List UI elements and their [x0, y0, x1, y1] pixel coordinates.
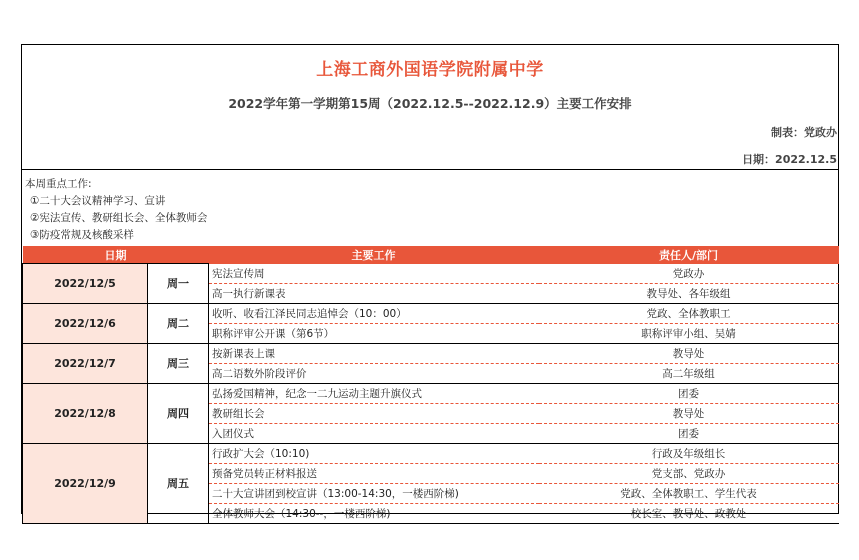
owner-cell: 教导处、各年级组	[539, 283, 839, 303]
task-cell: 入团仪式	[209, 423, 539, 443]
header-work: 主要工作	[209, 246, 539, 264]
task-cell: 宪法宣传周	[209, 264, 539, 284]
table-row	[23, 343, 839, 363]
school-title: 上海工商外国语学院附属中学	[316, 60, 544, 80]
header-owner: 责任人/部门	[539, 246, 839, 264]
header-divider	[22, 169, 838, 170]
owner-cell: 党政办	[539, 264, 839, 284]
weekly-focus	[25, 176, 207, 244]
owner-cell: 党政、全体教职工、学生代表	[539, 483, 839, 503]
owner-cell: 团委	[539, 383, 839, 403]
day-date: 2022/12/7	[23, 343, 148, 383]
table-header-row	[23, 246, 839, 264]
task-cell: 高二语数外阶段评价	[209, 363, 539, 383]
owner-cell: 职称评审小组、吴婧	[539, 323, 839, 343]
header-date: 日期	[23, 246, 209, 264]
focus-item: ③防疫常规及核酸采样	[30, 229, 134, 241]
day-weekday: 周一	[148, 264, 209, 304]
task-cell: 全体教师大会（14:30--，一楼西阶梯)	[209, 503, 539, 523]
owner-cell: 行政及年级组长	[539, 443, 839, 463]
table-row	[23, 303, 839, 323]
date-label: 日期：2022.12.5	[742, 153, 837, 166]
day-weekday: 周四	[148, 383, 209, 443]
day-weekday: 周三	[148, 343, 209, 383]
focus-item: ②宪法宣传、教研组长会、全体教师会	[30, 212, 208, 224]
schedule-table	[22, 246, 839, 524]
day-date: 2022/12/8	[23, 383, 148, 443]
maker-label: 制表：党政办	[771, 126, 837, 139]
day-weekday: 周五	[148, 443, 209, 523]
task-cell: 职称评审公开课（第6节）	[209, 323, 539, 343]
task-cell: 按新课表上课	[209, 343, 539, 363]
owner-cell: 教导处	[539, 343, 839, 363]
day-weekday: 周二	[148, 303, 209, 343]
day-date: 2022/12/9	[23, 443, 148, 523]
schedule-sheet	[21, 44, 839, 520]
owner-cell: 高二年级组	[539, 363, 839, 383]
task-cell: 预备党员转正材料报送	[209, 463, 539, 483]
day-date: 2022/12/6	[23, 303, 148, 343]
owner-cell: 团委	[539, 423, 839, 443]
owner-cell: 党支部、党政办	[539, 463, 839, 483]
owner-cell: 校长室、教导处、政教处	[539, 503, 839, 523]
owner-cell: 党政、全体教职工	[539, 303, 839, 323]
schedule-subtitle: 2022学年第一学期第15周（2022.12.5--2022.12.9）主要工作安排	[228, 96, 632, 111]
owner-cell: 教导处	[539, 403, 839, 423]
task-cell: 收听、收看江泽民同志追悼会（10：00）	[209, 303, 539, 323]
task-cell: 行政扩大会（10:10)	[209, 443, 539, 463]
task-cell: 高一执行新课表	[209, 283, 539, 303]
table-row	[23, 443, 839, 463]
day-date: 2022/12/5	[23, 264, 148, 304]
task-cell: 二十大宣讲团到校宣讲（13:00-14:30，一楼西阶梯)	[209, 483, 539, 503]
focus-heading: 本周重点工作:	[25, 178, 92, 190]
table-row	[23, 383, 839, 403]
task-cell: 弘扬爱国精神，纪念一二九运动主题升旗仪式	[209, 383, 539, 403]
task-cell: 教研组长会	[209, 403, 539, 423]
table-row	[23, 264, 839, 284]
focus-item: ①二十大会议精神学习、宣讲	[30, 195, 166, 207]
